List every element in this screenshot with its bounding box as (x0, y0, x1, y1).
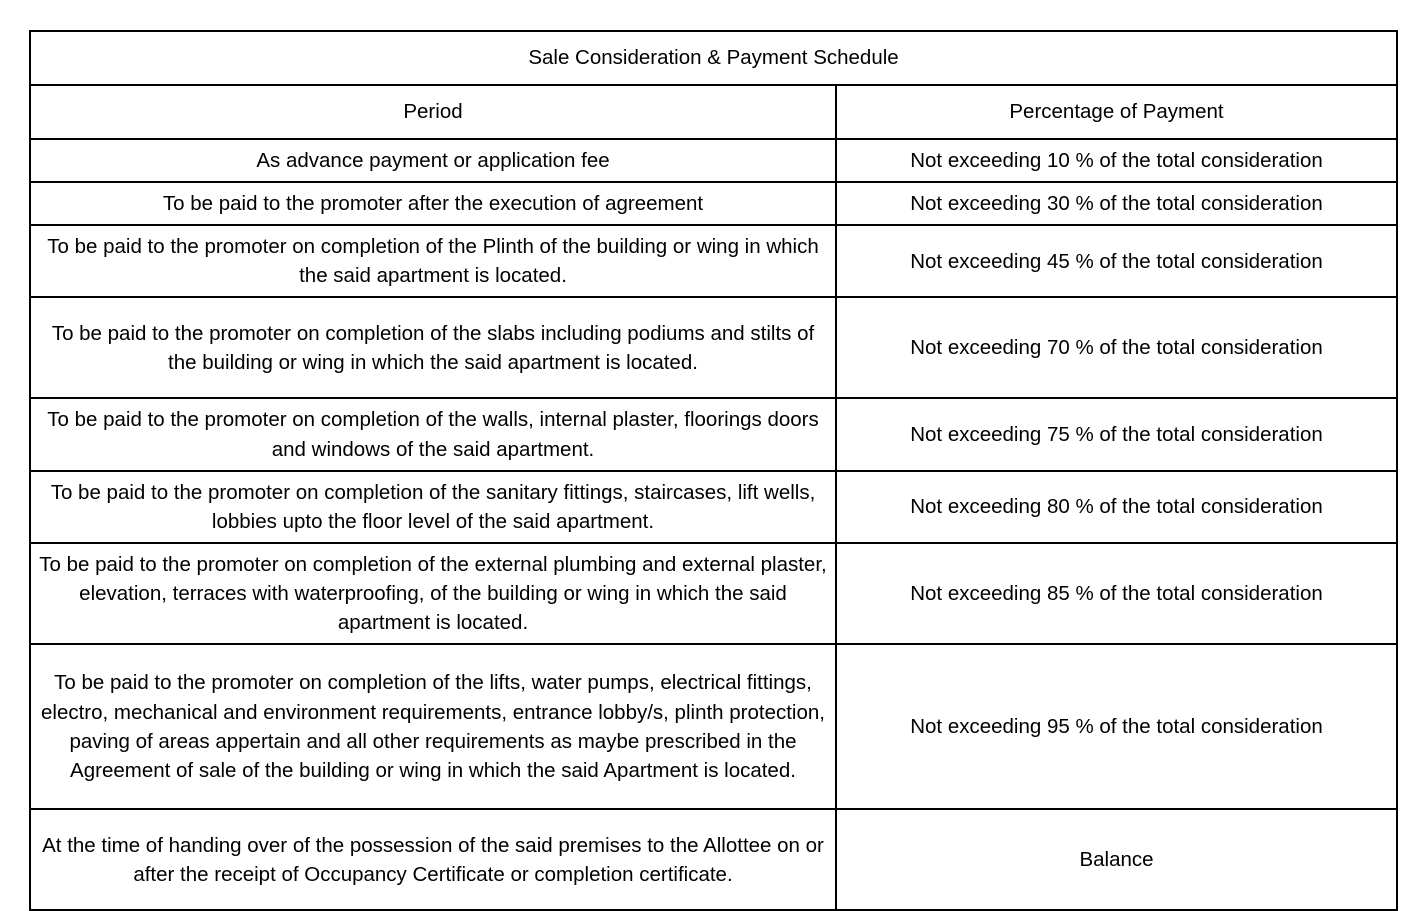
cell-period: To be paid to the promoter on completion of the walls, internal plaster, floorings doors and windows of the said apartment. (30, 398, 836, 470)
table-row (30, 644, 1397, 809)
table-header-row (30, 85, 1397, 139)
cell-percentage: Balance (836, 809, 1397, 910)
cell-percentage: Not exceeding 45 % of the total consideration (836, 225, 1397, 297)
cell-percentage: Not exceeding 85 % of the total consideration (836, 543, 1397, 644)
cell-period: To be paid to the promoter after the execution of agreement (30, 182, 836, 225)
table-title-row (30, 31, 1397, 85)
cell-period: To be paid to the promoter on completion of the Plinth of the building or wing in which the said apartment is located. (30, 225, 836, 297)
cell-percentage: Not exceeding 70 % of the total consideration (836, 297, 1397, 398)
cell-period: To be paid to the promoter on completion of the external plumbing and external plaster, elevation, terraces with waterproofing, of the building or wing in which the said apartment is located. (30, 543, 836, 644)
table-row (30, 139, 1397, 182)
cell-percentage: Not exceeding 75 % of the total consideration (836, 398, 1397, 470)
cell-percentage: Not exceeding 80 % of the total consideration (836, 471, 1397, 543)
cell-period: To be paid to the promoter on completion of the lifts, water pumps, electrical fittings, electro, mechanical and environment requirements, entrance lobby/s, plinth protection, paving of areas appertain and all other requirements as maybe prescribed in the Agreement of sale of the building or wing in which the said Apartment is located. (30, 644, 836, 809)
table-row (30, 225, 1397, 297)
cell-period: To be paid to the promoter on completion of the sanitary fittings, staircases, lift wells, lobbies upto the floor level of the said apartment. (30, 471, 836, 543)
table-row (30, 809, 1397, 910)
table-row (30, 543, 1397, 644)
column-header-period: Period (30, 85, 836, 139)
table-row (30, 398, 1397, 470)
cell-percentage: Not exceeding 10 % of the total consideration (836, 139, 1397, 182)
table-title: Sale Consideration & Payment Schedule (30, 31, 1397, 85)
cell-percentage: Not exceeding 30 % of the total consideration (836, 182, 1397, 225)
cell-period: To be paid to the promoter on completion of the slabs including podiums and stilts of the building or wing in which the said apartment is located. (30, 297, 836, 398)
cell-period: As advance payment or application fee (30, 139, 836, 182)
table-row (30, 471, 1397, 543)
cell-period: At the time of handing over of the possession of the said premises to the Allottee on or after the receipt of Occupancy Certificate or completion certificate. (30, 809, 836, 910)
column-header-percentage: Percentage of Payment (836, 85, 1397, 139)
table-row (30, 297, 1397, 398)
cell-percentage: Not exceeding 95 % of the total consideration (836, 644, 1397, 809)
table-row (30, 182, 1397, 225)
payment-schedule-table (29, 30, 1398, 911)
